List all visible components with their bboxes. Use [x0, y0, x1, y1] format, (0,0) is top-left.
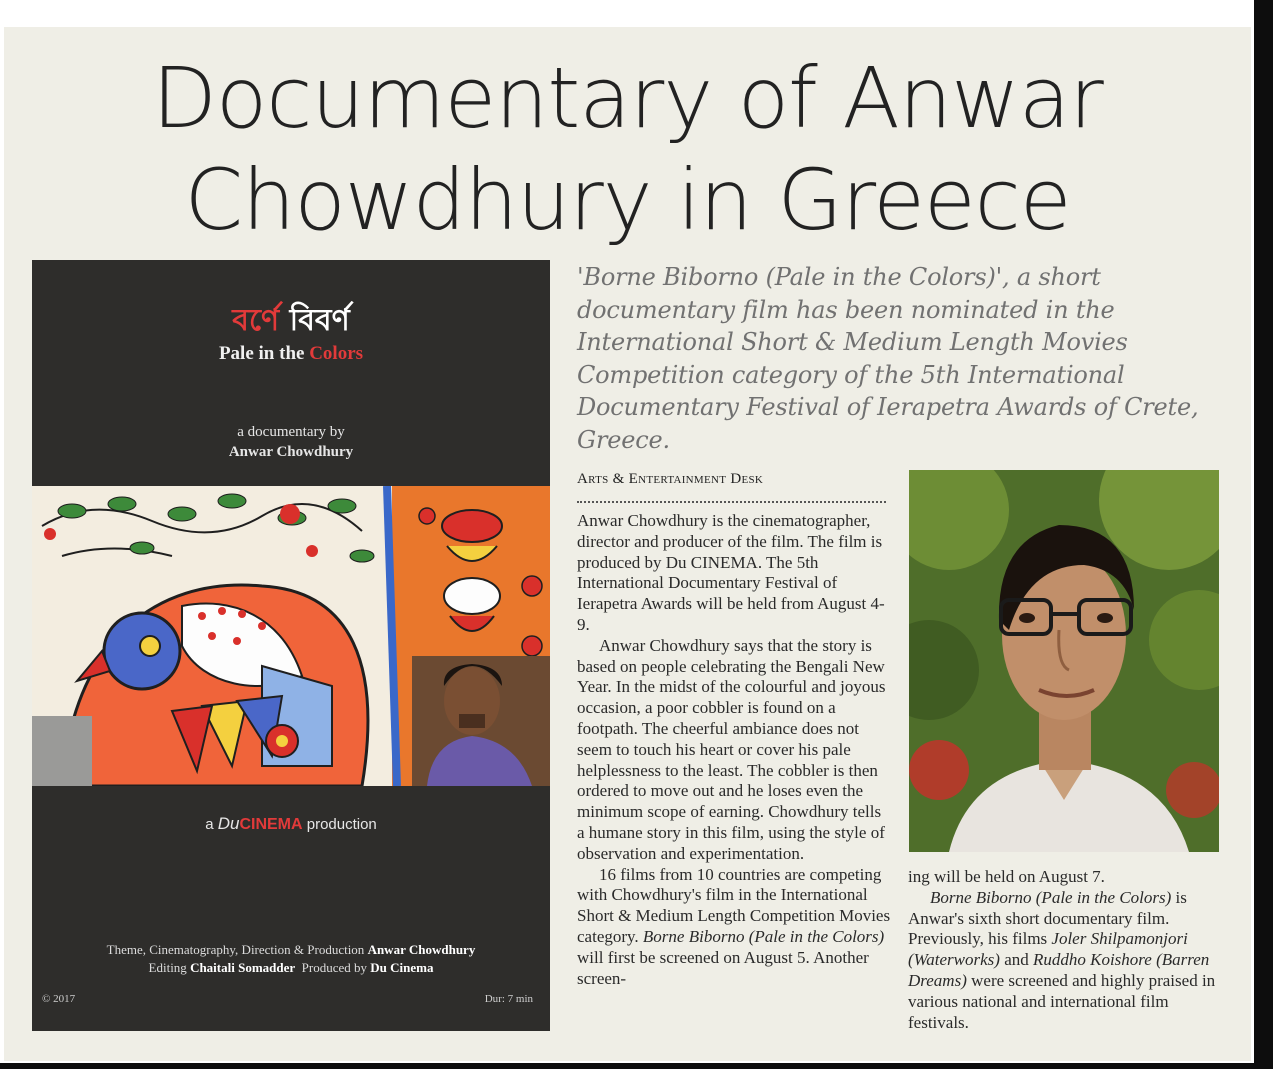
credit1-label: Theme, Cinematography, Direction & Production — [106, 942, 368, 957]
p4-text-b: and — [999, 950, 1033, 970]
article-paragraph-2: Anwar Chowdhury says that the story is based on people celebrating the Bengali New Year. In the midst of the colourful and joyous occasion, a poor cobbler is found on a footpath. The cheerful ambiance does not seem to touch his heart or cover his pale helplessness to the least. The cobbler is then ordered to move out and he loses even the minimum scope of earning. Chowdhury tells a humane story in this film, using the style of observation and experimentation. — [577, 635, 886, 863]
production-du: Du — [217, 814, 240, 833]
p4-text-c: were screened and highly praised in various national and international film festivals. — [908, 970, 1216, 1032]
credits-line-1 — [32, 941, 550, 959]
poster-credits — [32, 941, 550, 977]
intro-paragraph: 'Borne Biborno (Pale in the Colors)', a short documentary film has been nominated in the International Short & Medium Length Movies Competition category of the 5th International Documentary Festival of Ierapetra Awards of Crete, Greece. — [577, 263, 1199, 454]
credit1-value: Anwar Chowdhury — [367, 942, 476, 957]
poster-title-part1: Pale in the — [218, 343, 310, 364]
poster-byline — [32, 422, 550, 462]
headline-line-1: Documentary of Anwar — [152, 49, 1103, 147]
byline: Arts & Entertainment Desk — [577, 471, 764, 487]
article-paragraph-3 — [577, 865, 892, 990]
poster-director: Anwar Chowdhury — [228, 444, 354, 460]
newspaper-page — [4, 27, 1251, 1061]
p4-text-a: is Anwar's sixth short documentary film. Previously, his films — [908, 887, 1187, 949]
poster-bangla-title — [32, 303, 550, 339]
portrait-photo — [909, 470, 1219, 852]
credit2-value: Chaitali Somadder — [190, 960, 296, 975]
article-paragraph-3-continued: ing will be held on August 7. — [908, 867, 1105, 886]
credits-line-2 — [32, 959, 550, 977]
credit2-label: Editing — [148, 960, 191, 975]
p3-film-title: Borne Biborno (Pale in the Colors) — [642, 926, 885, 946]
production-suffix: production — [302, 816, 377, 833]
p4-film-waterworks: Joler Shilpamonjori (Waterworks) — [908, 929, 1188, 970]
headline — [4, 47, 1251, 251]
p3-start: 16 films from 10 countries are competing with Chowdhury's film in the International Short & Medium Length Competition Movies category. — [577, 864, 891, 946]
article-column-2 — [908, 867, 1220, 1033]
poster-duration: Dur: 7 min — [484, 993, 533, 1005]
poster-bangla-title-white: বিবর্ণ — [289, 303, 350, 338]
p3-end: will first be screened on August 5. Another screen- — [577, 947, 869, 988]
byline-dotted-rule — [577, 501, 886, 503]
poster-by-text: a documentary by — [237, 424, 345, 440]
production-cinema: CINEMA — [239, 816, 303, 833]
credit3-label: Produced by — [301, 960, 371, 975]
p4-film-barren-dreams: Ruddho Koishore (Barren Dreams) — [908, 950, 1210, 990]
production-prefix: a — [205, 816, 218, 833]
poster-english-title — [32, 343, 550, 365]
poster-title-colors: Colors — [309, 343, 364, 364]
poster-artwork — [32, 486, 550, 786]
page-border-bottom — [0, 1063, 1273, 1069]
page-border-right — [1254, 0, 1273, 1069]
p4-film-title: Borne Biborno (Pale in the Colors) — [930, 887, 1172, 907]
poster-copyright: © 2017 — [42, 993, 76, 1005]
article-paragraph-1: Anwar Chowdhury is the cinematographer, director and producer of the film. The film is produced by Du CINEMA. The 5th International Documentary Festival of Ierapetra Awards will be held from August 4-9. — [577, 511, 885, 634]
film-poster — [32, 260, 550, 1031]
credit3-value: Du Cinema — [370, 960, 434, 975]
article-paragraph-4 — [908, 888, 1220, 1034]
headline-line-2: Chowdhury in Greece — [184, 151, 1071, 249]
article-column-1 — [577, 511, 892, 989]
poster-bangla-title-red: বর্ণে — [232, 303, 280, 338]
poster-production-line — [32, 814, 550, 834]
